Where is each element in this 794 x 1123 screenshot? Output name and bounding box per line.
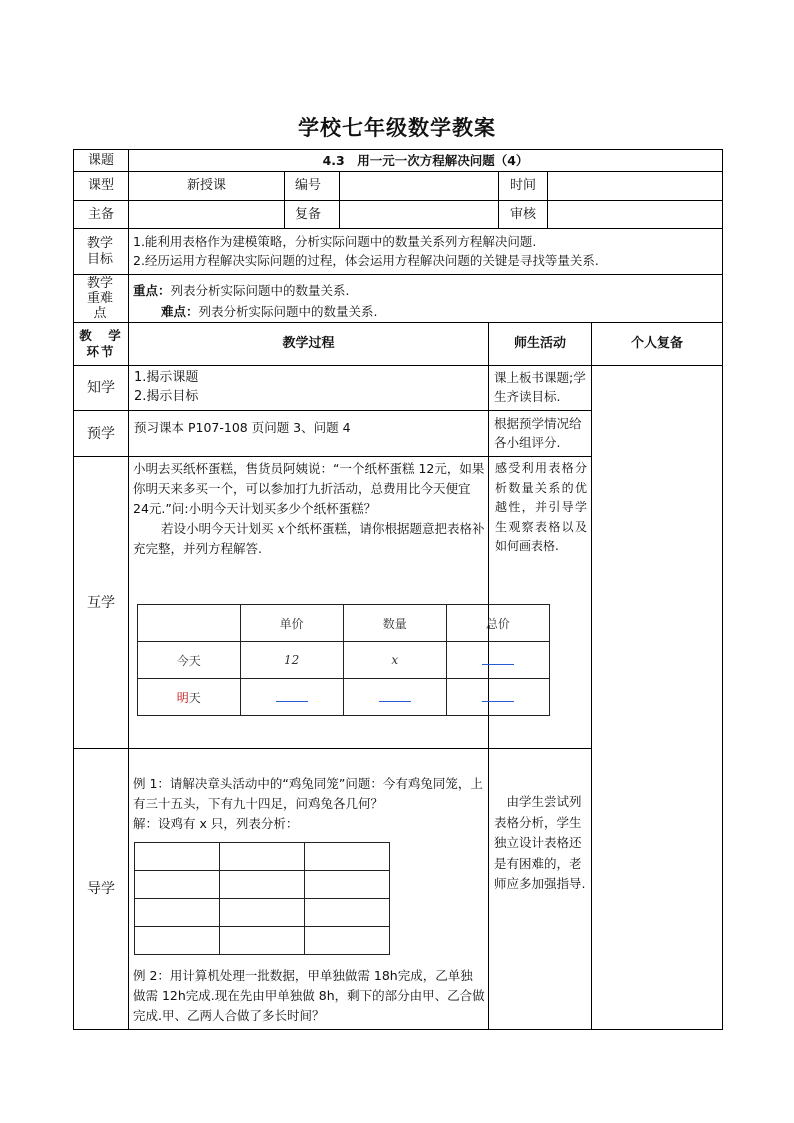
daoxue-label: 导学 [87,881,115,897]
table-row [138,679,550,716]
keypoints-label: 教学重难点 [86,276,113,321]
row-label-tomorrow: 明天 [138,679,241,716]
example-1-solution: 解：设鸡有 x 只，列表分析： [133,816,299,831]
topic-value: 4.3 用一元一次方程解决问题（4） [322,152,529,168]
price-table [137,604,550,716]
huxue-content: 小明去买纸杯蛋糕，售货员阿姨说：“一个纸杯蛋糕 12元，如果你明天来多买一个，可以参加打九折活动，总费用比今天便宜 24元.”问:小明今天计划买多少个纸杯蛋糕？ 若设小明今天计划买 x个纸杯蛋糕，请你根据题意把表格补充完整，并列方程解答. [133,461,485,556]
review-label: 复备 [295,206,322,222]
zhixue-label: 知学 [87,380,115,396]
huxue-activity: 感受利用表格分析数量关系的优越性，并引导学生观察表格以及如何画表格. [495,461,587,553]
row-label-today: 今天 [138,642,241,679]
table-row [138,642,550,679]
header-personal: 个人复备 [630,336,683,351]
yuxue-activity: 根据预学情况给各小组评分. [494,416,582,450]
key-point-text: 列表分析实际问题中的数量关系. [170,283,350,298]
example-1 [133,774,485,840]
audit-label: 审核 [509,206,536,222]
daoxue-activity: 由学生尝试列表格分析，学生独立设计表格还是有困难的，老师应多加强指导. [494,794,586,891]
analysis-table [134,842,390,955]
audit-value [548,201,722,228]
keypoints-content [133,280,719,322]
today-quantity: x [343,642,446,679]
table-header-cell: 数量 [343,605,446,642]
header-activity: 师生活动 [513,336,566,351]
number-label: 编号 [295,178,322,193]
header-stage: 教 学环节 [79,328,123,359]
example-1-text: 例 1：请解决章头活动中的“鸡兔同笼”问题：今有鸡兔同笼，上有三十五头，下有九十四足，问鸡兔各几何？ [133,776,483,811]
today-price: 12 [240,642,343,679]
yuxue-label: 预学 [87,425,115,442]
blank-line[interactable] [276,689,308,702]
difficult-point-text: 列表分析实际问题中的数量关系. [198,304,378,319]
huxue-label: 互学 [87,594,115,611]
difficult-point-label: 难点： [161,304,199,319]
goals-label: 教学目标 [86,236,113,267]
problem-text: 小明去买纸杯蛋糕，售货员阿姨说：“一个纸杯蛋糕 12元，如果你明天来多买一个，可以参加打九折活动，总费用比今天便宜 24元.”问:小明今天计划买多少个纸杯蛋糕？ [133,461,485,516]
goal-item: 1.能利用表格作为建模策略，分析实际问题中的数量关系列方程解决问题. [133,234,537,249]
table-header-cell [138,605,241,642]
topic-label: 课题 [87,152,114,168]
page-title: 学校七年级数学教案 [298,115,496,140]
blank-line[interactable] [482,652,514,665]
list-item: 2.揭示目标 [134,389,199,404]
table-header-cell: 单价 [240,605,343,642]
time-label: 时间 [509,178,536,193]
table-header-cell: 总价 [446,605,549,642]
type-value: 新授课 [186,178,226,193]
goal-item: 2.经历运用方程解决实际问题的过程，体会运用方程解决问题的关键是寻找等量关系. [133,253,599,268]
type-label: 课型 [87,178,114,193]
key-point-label: 重点： [133,283,171,298]
time-value [548,172,722,200]
prep-label: 主备 [87,206,114,222]
example-2-text: 例 2：用计算机处理一批数据，甲单独做需 18h完成，乙单独做需 12h完成.现在先由甲单独做 8h，剩下的部分由甲、乙合做完成.甲、乙两人合做了多长时间？ [133,968,485,1023]
number-value [340,172,498,200]
blank-line[interactable] [482,689,514,702]
zhixue-activity: 课上板书课题;学生齐读目标. [494,370,586,404]
goals-content [133,232,719,274]
header-process: 教学过程 [282,336,335,351]
variable-x: x [277,521,285,536]
list-item: 1.揭示课题 [134,370,199,385]
yuxue-content: 预习课本 P107-108 页问题 3、问题 4 [134,420,351,435]
prep-value [129,201,284,228]
blank-line[interactable] [379,689,411,702]
zhixue-content [134,368,484,410]
review-value [340,201,498,228]
